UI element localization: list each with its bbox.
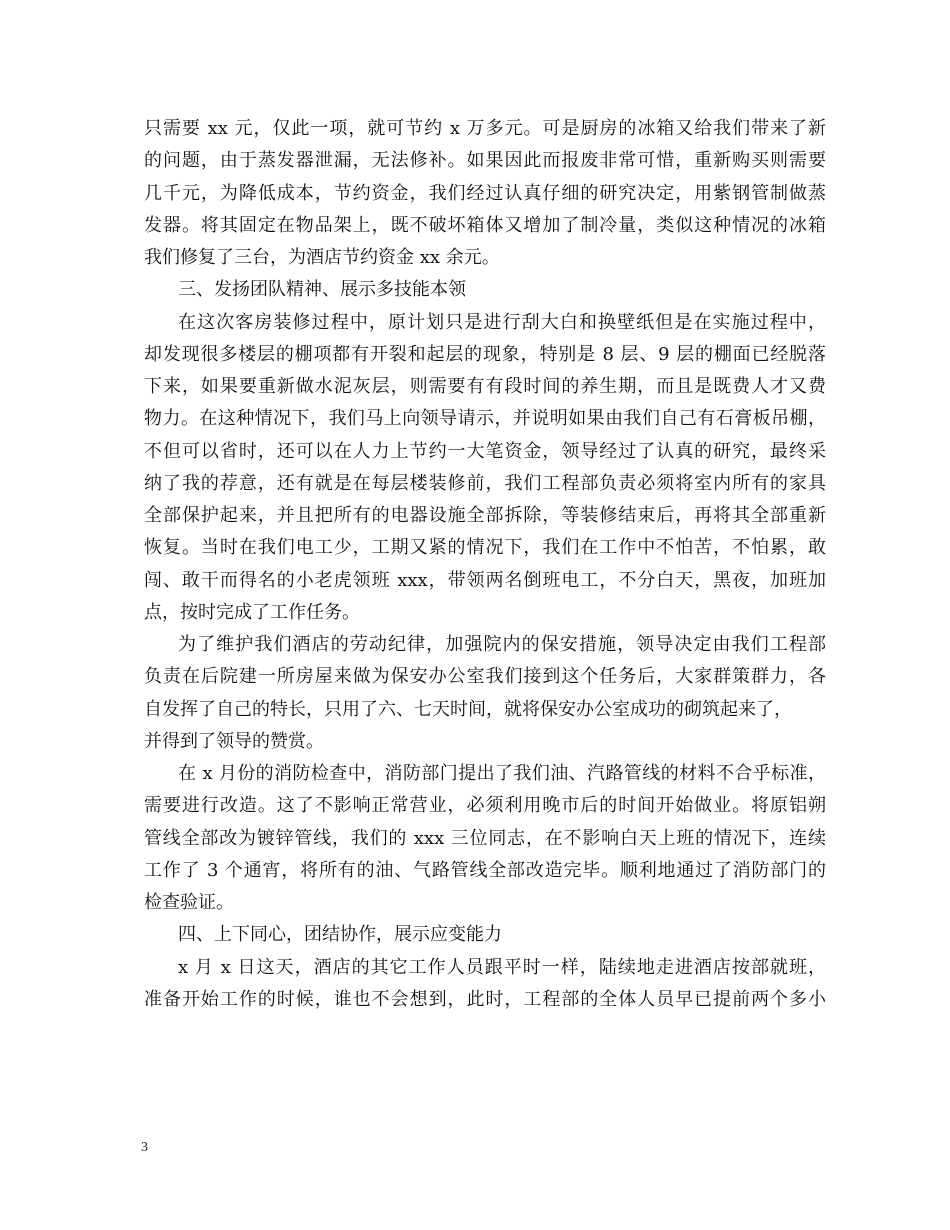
- page-number: 3: [141, 1140, 148, 1155]
- document-body: [144, 113, 826, 1016]
- section-heading: 三、发扬团队精神、展示多技能本领: [178, 279, 466, 301]
- text-line: 为了维护我们酒店的劳动纪律，加强院内的保安措施，领导决定由我们工程部: [178, 634, 826, 655]
- text-line: 工作了 3 个通宵，将所有的油、气路管线全部改造完毕。顺利地通过了消防部门的: [144, 859, 826, 881]
- text-line: 闯、敢干而得名的小老虎领班 xxx，带领两名倒班电工，不分白天，黑夜，加班加: [144, 569, 826, 591]
- text-line: 几千元，为降低成本，节约资金，我们经过认真仔细的研究决定，用紫钢管制做蒸: [144, 182, 826, 204]
- text-line: 不但可以省时，还可以在人力上节约一大笔资金，领导经过了认真的研究，最终采: [144, 440, 826, 462]
- text-line: 只需要 xx 元，仅此一项，就可节约 x 万多元。可是厨房的冰箱又给我们带来了新: [144, 118, 826, 139]
- text-line: 物力。在这种情况下，我们马上向领导请示，并说明如果由我们自己有石膏板吊棚，: [144, 408, 826, 430]
- text-line: 检查验证。: [144, 892, 234, 913]
- text-line: 点，按时完成了工作任务。: [144, 601, 360, 623]
- text-line: 并得到了领导的赞赏。: [144, 730, 324, 752]
- text-line: 在 x 月份的消防检查中，消防部门提出了我们油、汽路管线的材料不合乎标准，: [178, 763, 826, 784]
- text-line: 全部保护起来，并且把所有的电器设施全部拆除，等装修结束后，再将其全部重新: [144, 505, 826, 526]
- text-line: 下来，如果要重新做水泥灰层，则需要有有段时间的养生期，而且是既费人才又费: [144, 376, 826, 397]
- text-line: 自发挥了自己的特长，只用了六、七天时间，就将保安办公室成功的砌筑起来了，: [144, 698, 792, 720]
- text-line: 纳了我的荐意，还有就是在每层楼装修前，我们工程部负责必须将室内所有的家具: [144, 472, 826, 494]
- text-line: 却发现很多楼层的棚项都有开裂和起层的现象，特别是 8 层、9 层的棚面已经脱落: [144, 343, 826, 365]
- text-line: 的问题，由于蒸发器泄漏，无法修补。如果因此而报废非常可惜，重新购买则需要: [144, 150, 826, 172]
- text-line: 需要进行改造。这了不影响正常营业，必须利用晚市后的时间开始做业。将原铝朔: [144, 795, 826, 817]
- text-line: 负责在后院建一所房屋来做为保安办公室我们接到这个任务后，大家群策群力，各: [144, 666, 826, 688]
- text-line: 在这次客房装修过程中，原计划只是进行刮大白和换壁纸但是在实施过程中，: [178, 311, 826, 333]
- text-line: 发器。将其固定在物品架上，既不破坏箱体又增加了制冷量，类似这种情况的冰箱: [144, 214, 826, 236]
- text-line: 我们修复了三台，为酒店节约资金 xx 余元。: [144, 247, 500, 268]
- text-line: 准备开始工作的时候，谁也不会想到，此时，工程部的全体人员早已提前两个多小: [144, 988, 826, 1010]
- text-line: 恢复。当时在我们电工少，工期又紧的情况下，我们在工作中不怕苦，不怕累，敢: [144, 537, 826, 559]
- section-heading: 四、上下同心，团结协作，展示应变能力: [178, 924, 502, 946]
- text-line: x 月 x 日这天，酒店的其它工作人员跟平时一样，陆续地走进酒店按部就班，: [178, 956, 826, 978]
- text-line: 管线全部改为镀锌管线，我们的 xxx 三位同志，在不影响白天上班的情况下，连续: [144, 827, 826, 849]
